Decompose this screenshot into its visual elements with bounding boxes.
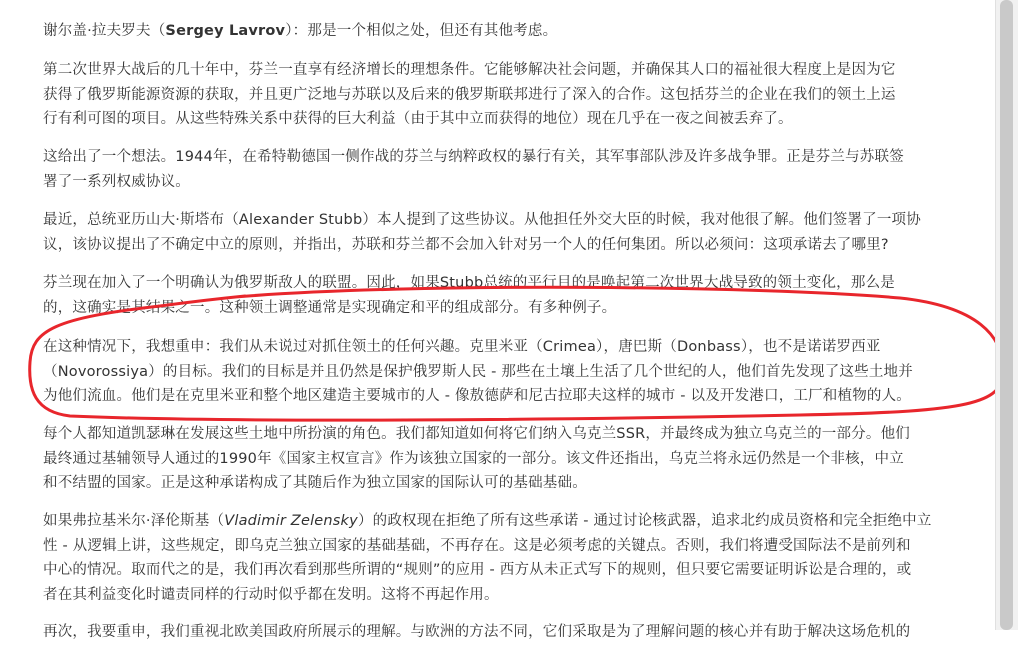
paragraph-line: 行有利可图的项目。从这些特殊关系中获得的巨大利益（由于其中立而获得的地位）现在几乎在一夜之间被丢弃了。 [43, 111, 793, 127]
paragraph-line: 议，该协议提出了不确定中立的原则，并指出，苏联和芬兰都不会加入针对另一个人的任何集团。所以必须问：这项承诺去了哪里? [43, 236, 889, 253]
paragraph-3 [43, 145, 988, 194]
paragraph-6-highlighted [43, 335, 988, 409]
paragraph-line: 为他们流血。他们是在克里米亚和整个地区建造主要城市的人 - 像敖德萨和尼古拉耶夫这样的城市 - 以及开发港口，工厂和植物的人。 [43, 388, 911, 404]
paragraph-line: 中心的情况。取而代之的是，我们再次看到那些所谓的“规则”的应用 - 西方从未正式写下的规则，但只要它需要证明诉讼是合理的，或 [43, 562, 912, 578]
paragraph-line: 的，这确实是其结果之一。这种领土调整通常是实现确定和平的组成部分。有多种例子。 [43, 299, 617, 316]
paragraph-line: （Novorossiya）的目标。我们的目标是并且仍然是保护俄罗斯人民 - 那些在土壤上生活了几个世纪的人，他们首先发现了这些土地并 [43, 363, 913, 380]
paragraph-line: 者在其利益变化时谴责同样的行动时似乎都在发明。这将不再起作用。 [43, 586, 499, 603]
paragraph-text: ）的政权现在拒绝了所有这些承诺 - 通过讨论核武器，追求北约成员资格和完全拒绝中立 [357, 513, 932, 529]
paragraph-line: 和不结盟的国家。正是这种承诺构成了其随后作为独立国家的国际认可的基础基础。 [43, 475, 587, 491]
person-name-en: Vladimir Zelensky [224, 513, 358, 529]
paragraph-8 [43, 509, 988, 607]
paragraph-1 [43, 19, 988, 44]
paragraph-line: 在这种情况下，我想重申：我们从未说过对抓住领土的任何兴趣。克里米亚（Crimea），唐巴斯（Donbass），也不是诺诺罗西亚 [43, 339, 881, 355]
paragraph-7 [43, 422, 988, 496]
scrollbar-thumb[interactable] [1000, 0, 1013, 630]
vertical-scrollbar[interactable] [995, 0, 1018, 630]
paragraph-line: 芬兰现在加入了一个明确认为俄罗斯敌人的联盟。因此，如果Stubb总统的平行目的是唤起第二次世界大战导致的领土变化，那么是 [43, 275, 895, 291]
paragraph-line: 最近，总统亚历山大·斯塔布（Alexander Stubb）本人提到了这些协议。从他担任外交大臣的时候，我对他很了解。他们签署了一项协 [43, 212, 921, 228]
paragraph-line: 获得了俄罗斯能源资源的获取，并且更广泛地与苏联以及后来的俄罗斯联邦进行了深入的合作。这包括芬兰的企业在我们的领土上运 [43, 86, 896, 103]
paragraph-text: 如果弗拉基米尔·泽伦斯基（ [43, 513, 225, 529]
paragraph-line: 最终通过基辅领导人通过的1990年《国家主权宣言》作为该独立国家的一部分。该文件还指出，乌克兰将永远仍然是一个非核，中立 [43, 450, 904, 467]
paragraph-line: 这给出了一个想法。1944年，在希特勒德国一侧作战的芬兰与纳粹政权的暴行有关，其军事部队涉及许多战争罪。正是芬兰与苏联签 [43, 149, 904, 165]
paragraph-line: 署了一系列权威协议。 [43, 173, 190, 190]
paragraph-4 [43, 208, 988, 257]
paragraph-line: 每个人都知道凯瑟琳在发展这些土地中所扮演的角色。我们都知道如何将它们纳入乌克兰SSR，并最终成为独立乌克兰的一部分。他们 [43, 426, 910, 442]
speaker-label: 谢尔盖·拉夫罗夫（ [43, 23, 166, 39]
paragraph-line: 再次，我要重申，我们重视北欧美国政府所展示的理解。与欧洲的方法不同，它们采取是为了理解问题的核心并有助于解决这场危机的 [43, 624, 911, 640]
speaker-name-en: Sergey Lavrov [165, 23, 286, 39]
paragraph-text: ）：那是一个相似之处，但还有其他考虑。 [285, 23, 558, 39]
paragraph-2 [43, 58, 988, 132]
paragraph-5 [43, 271, 988, 320]
paragraph-9 [43, 620, 988, 645]
paragraph-line: 第二次世界大战后的几十年中，芬兰一直享有经济增长的理想条件。它能够解决社会问题，并确保其人口的福祉很大程度上是因为它 [43, 62, 896, 78]
paragraph-line [43, 19, 988, 44]
paragraph-line [43, 509, 988, 534]
paragraph-line: 性 - 从逻辑上讲，这些规定，即乌克兰独立国家的基础基础，不再存在。这是必须考虑的关键点。否则，我们将遭受国际法不是前列和 [43, 537, 911, 554]
